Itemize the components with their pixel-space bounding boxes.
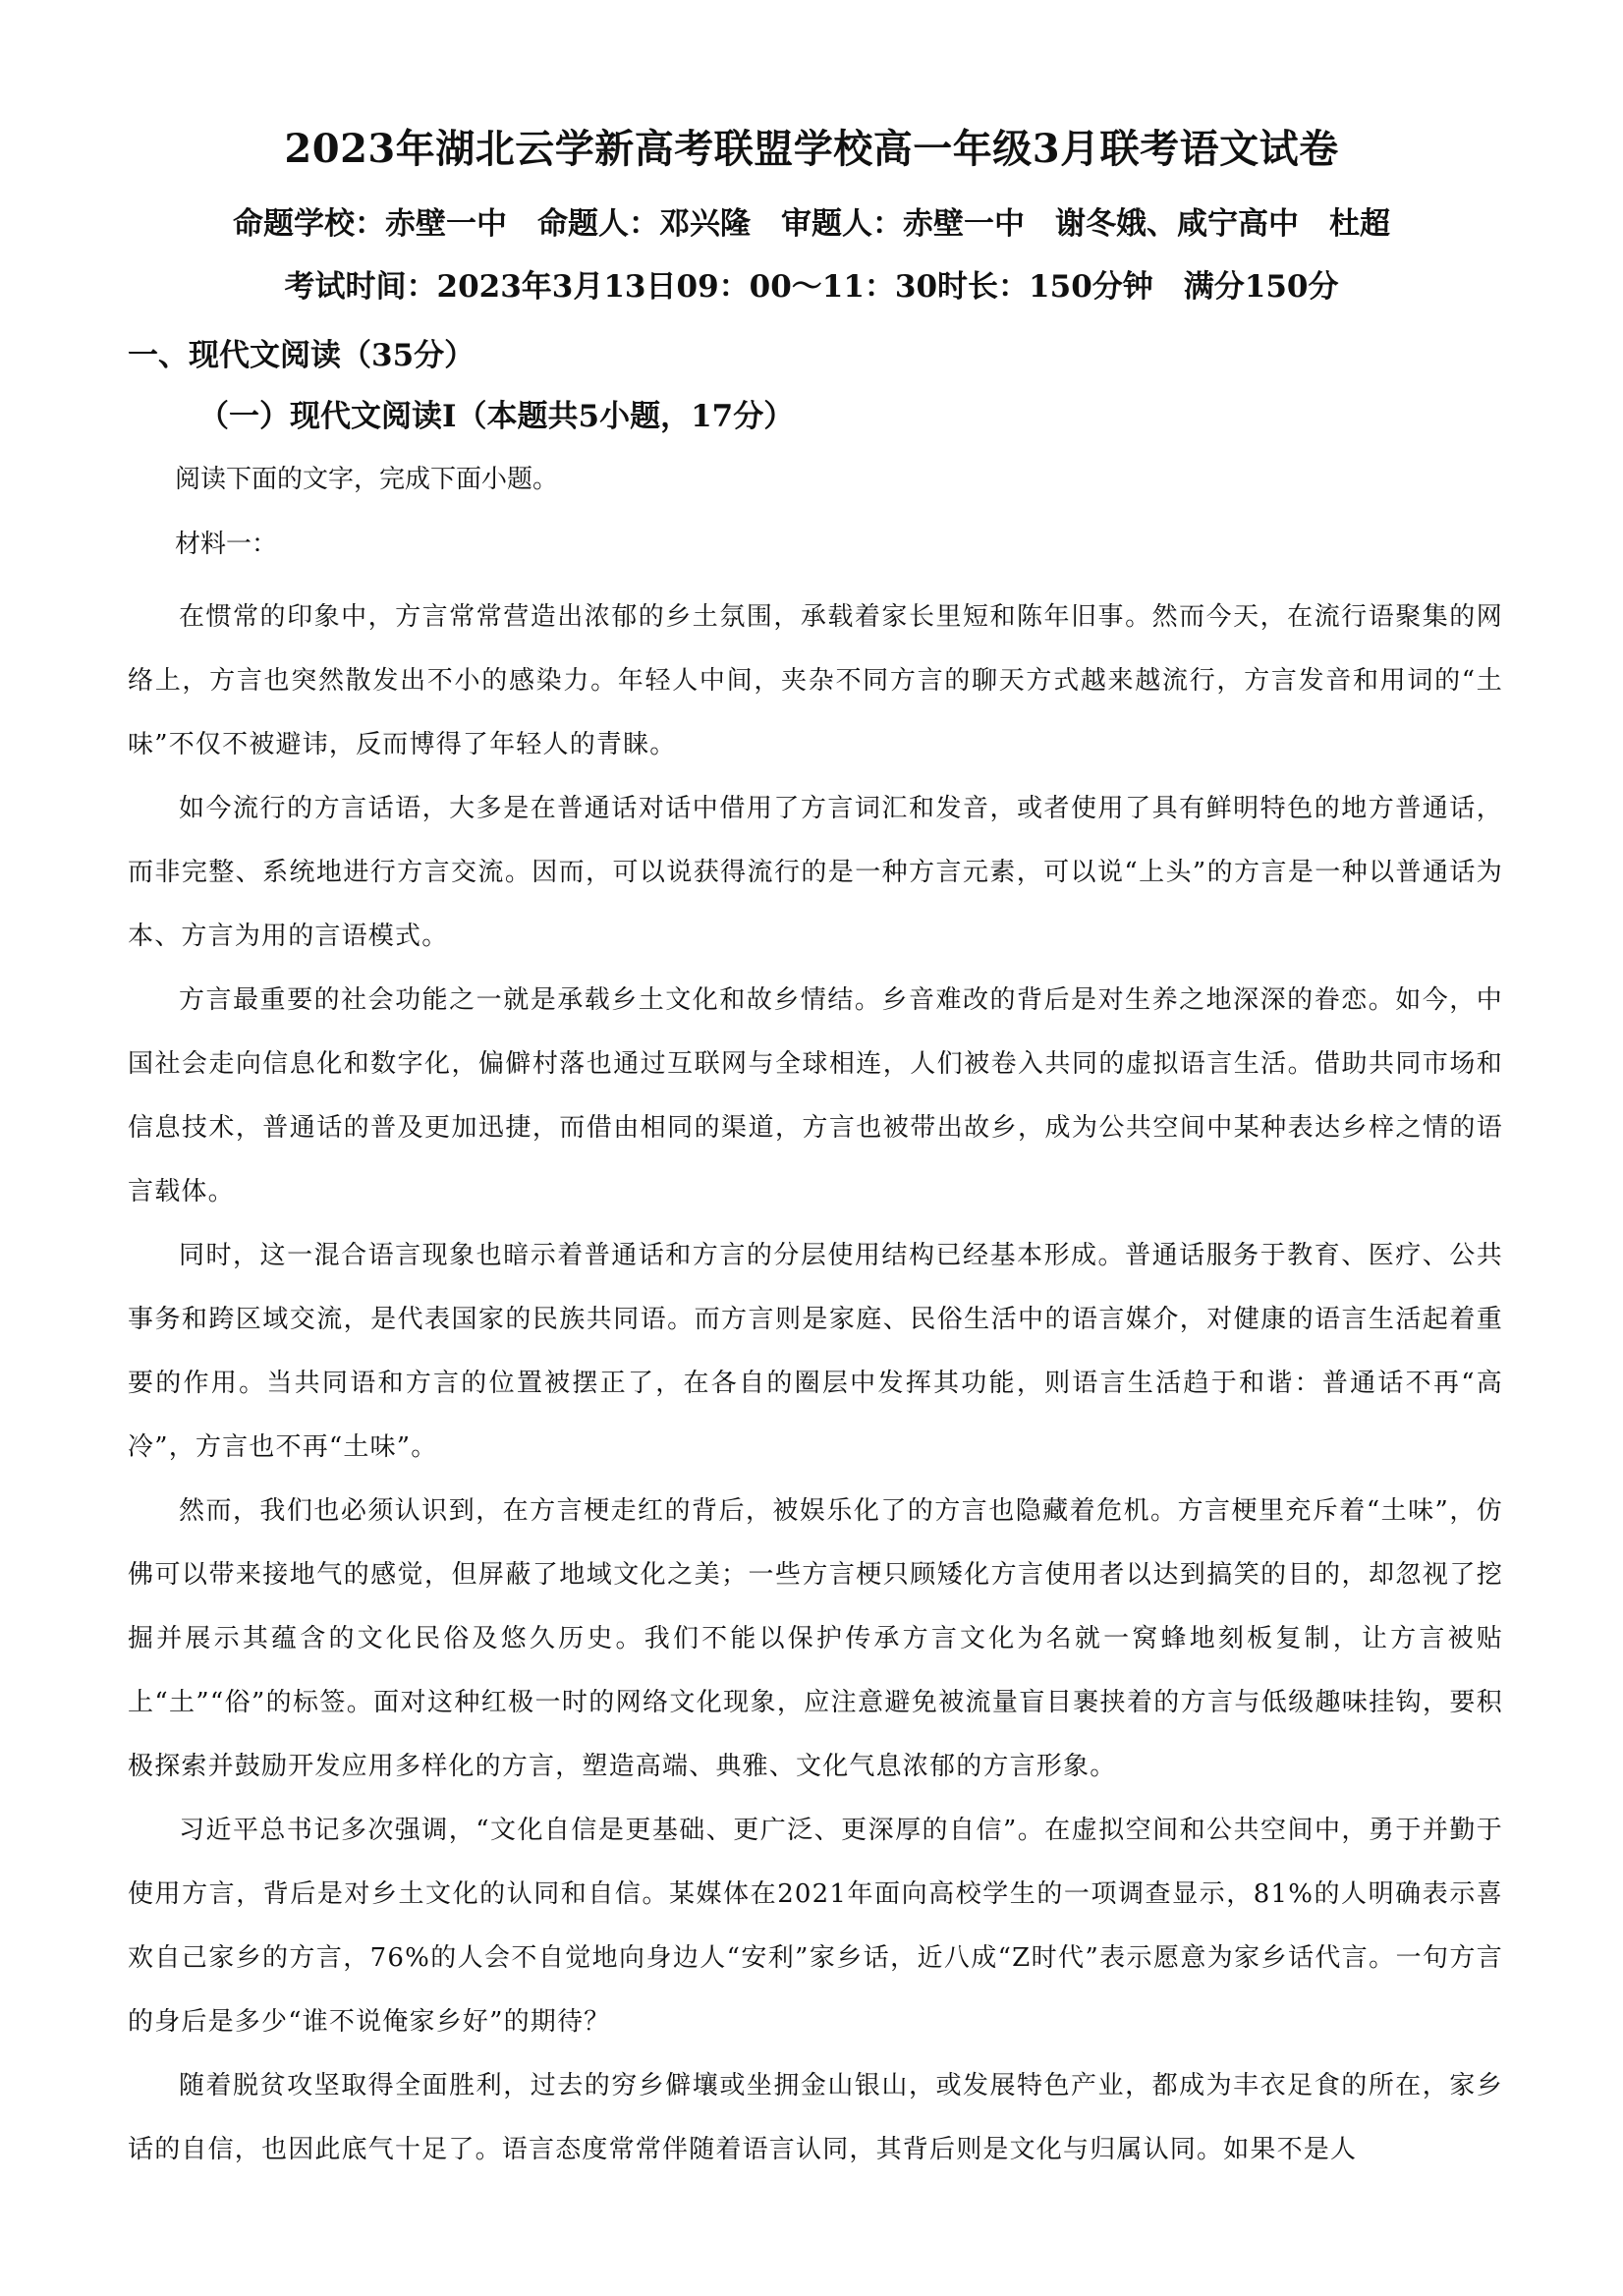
passage-paragraph: 同时，这一混合语言现象也暗示着普通话和方言的分层使用结构已经基本形成。普通话服务于教育、医疗、公共事务和跨区域交流，是代表国家的民族共同语。而方言则是家庭、民俗生活中的语言媒介，对健康的语言生活起着重要的作用。当共同语和方言的位置被摆正了，在各自的圈层中发挥其功能，则语言生活趋于和谐：普通话不再“高冷”，方言也不再“土味”。: [128, 1241, 1503, 1462]
exam-authors-line: 命题学校：赤壁一中 命题人：邓兴隆 审题人：赤壁一中 谢冬娥、咸宁高中 杜超: [233, 206, 1390, 242]
passage-paragraph: 如今流行的方言话语，大多是在普通话对话中借用了方言词汇和发音，或者使用了具有鲜明特色的地方普通话，而非完整、系统地进行方言交流。因而，可以说获得流行的是一种方言元素，可以说“上头”的方言是一种以普通话为本、方言为用的言语模式。: [128, 794, 1503, 951]
section-heading: 一、现代文阅读（35分）: [128, 338, 476, 373]
exam-time-line: 考试时间：2023年3月13日09：00～11：30时长：150分钟 满分150分: [284, 269, 1339, 305]
passage-paragraph: 在惯常的印象中，方言常常营造出浓郁的乡土氛围，承载着家长里短和陈年旧事。然而今天，在流行语聚集的网络上，方言也突然散发出不小的感染力。年轻人中间，夹杂不同方言的聊天方式越来越流行，方言发音和用词的“土味”不仅不被避讳，反而博得了年轻人的青睐。: [128, 602, 1503, 759]
material-label: 材料一：: [175, 530, 278, 559]
passage-paragraph: 然而，我们也必须认识到，在方言梗走红的背后，被娱乐化了的方言也隐藏着危机。方言梗里充斥着“土味”，仿佛可以带来接地气的感觉，但屏蔽了地域文化之美；一些方言梗只顾矮化方言使用者以达到搞笑的目的，却忽视了挖掘并展示其蕴含的文化民俗及悠久历史。我们不能以保护传承方言文化为名就一窝蜂地刻板复制，让方言被贴上“土”“俗”的标签。面对这种红极一时的网络文化现象，应注意避免被流量盲目裹挟着的方言与低级趣味挂钩，要积极探索并鼓励开发应用多样化的方言，塑造高端、典雅、文化气息浓郁的方言形象。: [128, 1496, 1503, 1781]
passage-body: [128, 586, 1503, 2182]
reading-instruction: 阅读下面的文字，完成下面小题。: [175, 465, 559, 494]
passage-paragraph: 习近平总书记多次强调，“文化自信是更基础、更广泛、更深厚的自信”。在虚拟空间和公共空间中，勇于并勤于使用方言，背后是对乡土文化的认同和自信。某媒体在2021年面向高校学生的一项调查显示，81%的人明确表示喜欢自己家乡的方言，76%的人会不自觉地向身边人“安利”家乡话，近八成“Z时代”表示愿意为家乡话代言。一句方言的身后是多少“谁不说俺家乡好”的期待？: [128, 1816, 1503, 2037]
passage-paragraph: 随着脱贫攻坚取得全面胜利，过去的穷乡僻壤或坐拥金山银山，或发展特色产业，都成为丰衣足食的所在，家乡话的自信，也因此底气十足了。语言态度常常伴随着语言认同，其背后则是文化与归属认同。如果不是人: [128, 2071, 1503, 2164]
passage-paragraph: 方言最重要的社会功能之一就是承载乡土文化和故乡情结。乡音难改的背后是对生养之地深深的眷恋。如今，中国社会走向信息化和数字化，偏僻村落也通过互联网与全球相连，人们被卷入共同的虚拟语言生活。借助共同市场和信息技术，普通话的普及更加迅捷，而借由相同的渠道，方言也被带出故乡，成为公共空间中某种表达乡梓之情的语言载体。: [128, 985, 1503, 1206]
exam-title: 2023年湖北云学新高考联盟学校高一年级3月联考语文试卷: [284, 126, 1339, 172]
subsection-heading: （一）现代文阅读Ⅰ（本题共5小题，17分）: [198, 399, 795, 434]
